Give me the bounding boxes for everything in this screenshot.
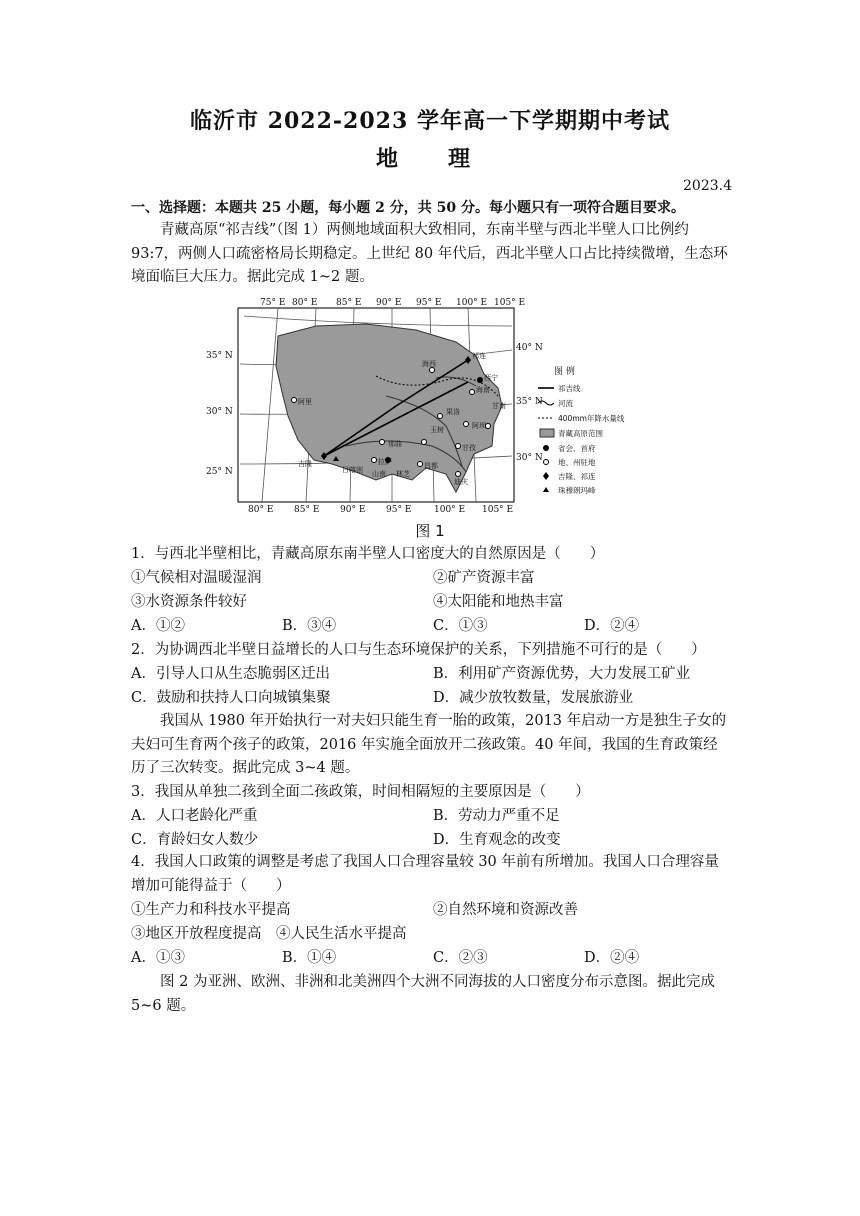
- lon-label: 80° E: [292, 298, 318, 308]
- legend-item: 地、州驻地: [558, 458, 596, 467]
- place-label: 吉隆: [298, 460, 312, 468]
- place-label: 迪庆: [454, 478, 468, 486]
- place-label: 果洛: [446, 408, 460, 416]
- legend-item: 400mm年降水量线: [558, 414, 625, 423]
- question-4-stem: 4．我国人口政策的调整是考虑了我国人口合理容量较 30 年前有所增加。我国人口合理容量增加可能得益于（ ）: [131, 854, 719, 894]
- q1-option-d[interactable]: D．②④: [584, 618, 640, 634]
- place-label: 山南: [372, 470, 386, 478]
- intro-paragraph-3: 图 2 为亚洲、欧洲、非洲和北美洲四个大洲不同海拔的人口密度分布示意图。据此完成 5~6 题。: [131, 974, 715, 1014]
- lon-label: 90° E: [340, 505, 366, 515]
- legend-item: 珠穆朗玛峰: [558, 486, 596, 495]
- place-label: 祁连: [472, 352, 486, 360]
- place-label: 那曲: [388, 440, 402, 448]
- figure-caption: 图 1: [415, 522, 445, 540]
- q3-option-d[interactable]: D．生育观念的改变: [433, 832, 561, 848]
- lon-label: 90° E: [376, 298, 402, 308]
- q3-option-b[interactable]: B．劳动力严重不足: [433, 808, 560, 824]
- q1-statement: ③水资源条件较好: [131, 594, 247, 610]
- q1-statement: ④太阳能和地热丰富: [433, 594, 564, 610]
- lon-label: 85° E: [294, 505, 320, 515]
- q4-statement: ③地区开放程度提高 ④人民生活水平提高: [131, 926, 407, 942]
- question-3-stem: 3．我国从单独二孩到全面二孩政策，时间相隔短的主要原因是（ ）: [131, 784, 590, 800]
- place-label: 海南: [476, 386, 490, 394]
- legend-item: 吉隆、祁连: [558, 472, 596, 481]
- q1-statement: ①气候相对温暖湿润: [131, 570, 262, 586]
- q2-option-c[interactable]: C．鼓励和扶持人口向城镇集聚: [131, 690, 331, 706]
- legend-item: 河流: [558, 399, 573, 408]
- q1-option-a[interactable]: A．①②: [131, 618, 185, 634]
- question-1-stem: 1．与西北半壁相比，青藏高原东南半壁人口密度大的自然原因是（ ）: [131, 546, 605, 562]
- lon-label: 75° E: [260, 298, 286, 308]
- section-heading: 一、选择题：本题共 25 小题，每小题 2 分，共 50 分。每小题只有一项符合题目要求。: [131, 200, 685, 216]
- q4-statement: ②自然环境和资源改善: [433, 902, 578, 918]
- intro-paragraph-2: 我国从 1980 年开始执行一对夫妇只能生育一胎的政策，2013 年启动一方是独生子女的夫妇可生育两个孩子的政策，2016 年实施全面放开二孩政策。40 年间，我国的生育政策经历了三次转变。据此完成 3~4 题。: [131, 713, 727, 776]
- place-label: 林芝: [396, 470, 410, 478]
- lon-label: 100° E: [456, 298, 488, 308]
- q1-statement: ②矿产资源丰富: [433, 570, 535, 586]
- q2-option-d[interactable]: D．减少放牧数量，发展旅游业: [433, 690, 634, 706]
- q3-option-c[interactable]: C．育龄妇女人数少: [131, 832, 259, 848]
- legend-item: 祁吉线: [558, 384, 581, 393]
- lon-label: 105° E: [482, 505, 514, 515]
- place-label: 玉树: [430, 426, 444, 434]
- lat-label: 35° N: [516, 397, 543, 407]
- q2-option-a[interactable]: A．引导人口从生态脆弱区迁出: [131, 666, 330, 682]
- q3-option-a[interactable]: A．人口老龄化严重: [131, 808, 258, 824]
- lon-label: 80° E: [248, 505, 274, 515]
- lon-label: 95° E: [416, 298, 442, 308]
- lat-label: 30° N: [206, 407, 233, 417]
- lat-label: 40° N: [516, 343, 543, 353]
- q4-option-c[interactable]: C．②③: [433, 950, 488, 966]
- place-label: 拉萨: [378, 458, 392, 466]
- exam-date: 2023.4: [683, 178, 732, 194]
- q4-option-d[interactable]: D．②④: [584, 950, 640, 966]
- question-2-stem: 2．为协调西北半壁日益增长的人口与生态环境保护的关系，下列措施不可行的是（ ）: [131, 642, 706, 658]
- tibet-plateau-map: [206, 296, 636, 515]
- exam-title: 临沂市 2022-2023 学年高一下学期期中考试: [190, 108, 670, 134]
- legend-item: 省会、首府: [558, 444, 596, 453]
- subject-title: 地 理: [375, 146, 484, 172]
- lat-label: 30° N: [516, 453, 543, 463]
- place-label: 甘南: [492, 402, 506, 410]
- place-label: 甘孜: [462, 444, 476, 452]
- q4-option-a[interactable]: A．①③: [131, 950, 185, 966]
- lat-label: 25° N: [206, 467, 233, 477]
- place-label: 昌都: [424, 462, 438, 470]
- intro-paragraph-1: 青藏高原“祁吉线”（图 1）两侧地域面积大致相同，东南半壁与西北半壁人口比例约 93:7，两侧人口疏密格局长期稳定。上世纪 80 年代后，西北半壁人口占比持续微增，生态环境面临巨大压力。据此完成 1~2 题。: [131, 222, 728, 285]
- legend-item: 青藏高原范围: [558, 429, 603, 438]
- place-label: 西宁: [484, 374, 498, 382]
- place-label: 日喀则: [342, 466, 363, 474]
- place-label: 阿坝: [472, 422, 486, 430]
- lon-label: 85° E: [336, 298, 362, 308]
- q1-option-b[interactable]: B．③④: [282, 618, 337, 634]
- lat-label: 35° N: [206, 351, 233, 361]
- lon-label: 105° E: [494, 298, 526, 308]
- q4-statement: ①生产力和科技水平提高: [131, 902, 291, 918]
- place-label: 海西: [422, 360, 436, 368]
- place-label: 阿里: [298, 398, 312, 406]
- lon-label: 95° E: [386, 505, 412, 515]
- q4-option-b[interactable]: B．①④: [282, 950, 337, 966]
- q1-option-c[interactable]: C．①③: [433, 618, 488, 634]
- q2-option-b[interactable]: B．利用矿产资源优势，大力发展工矿业: [433, 666, 691, 682]
- lon-label: 100° E: [434, 505, 466, 515]
- legend-title: 图 例: [554, 367, 575, 377]
